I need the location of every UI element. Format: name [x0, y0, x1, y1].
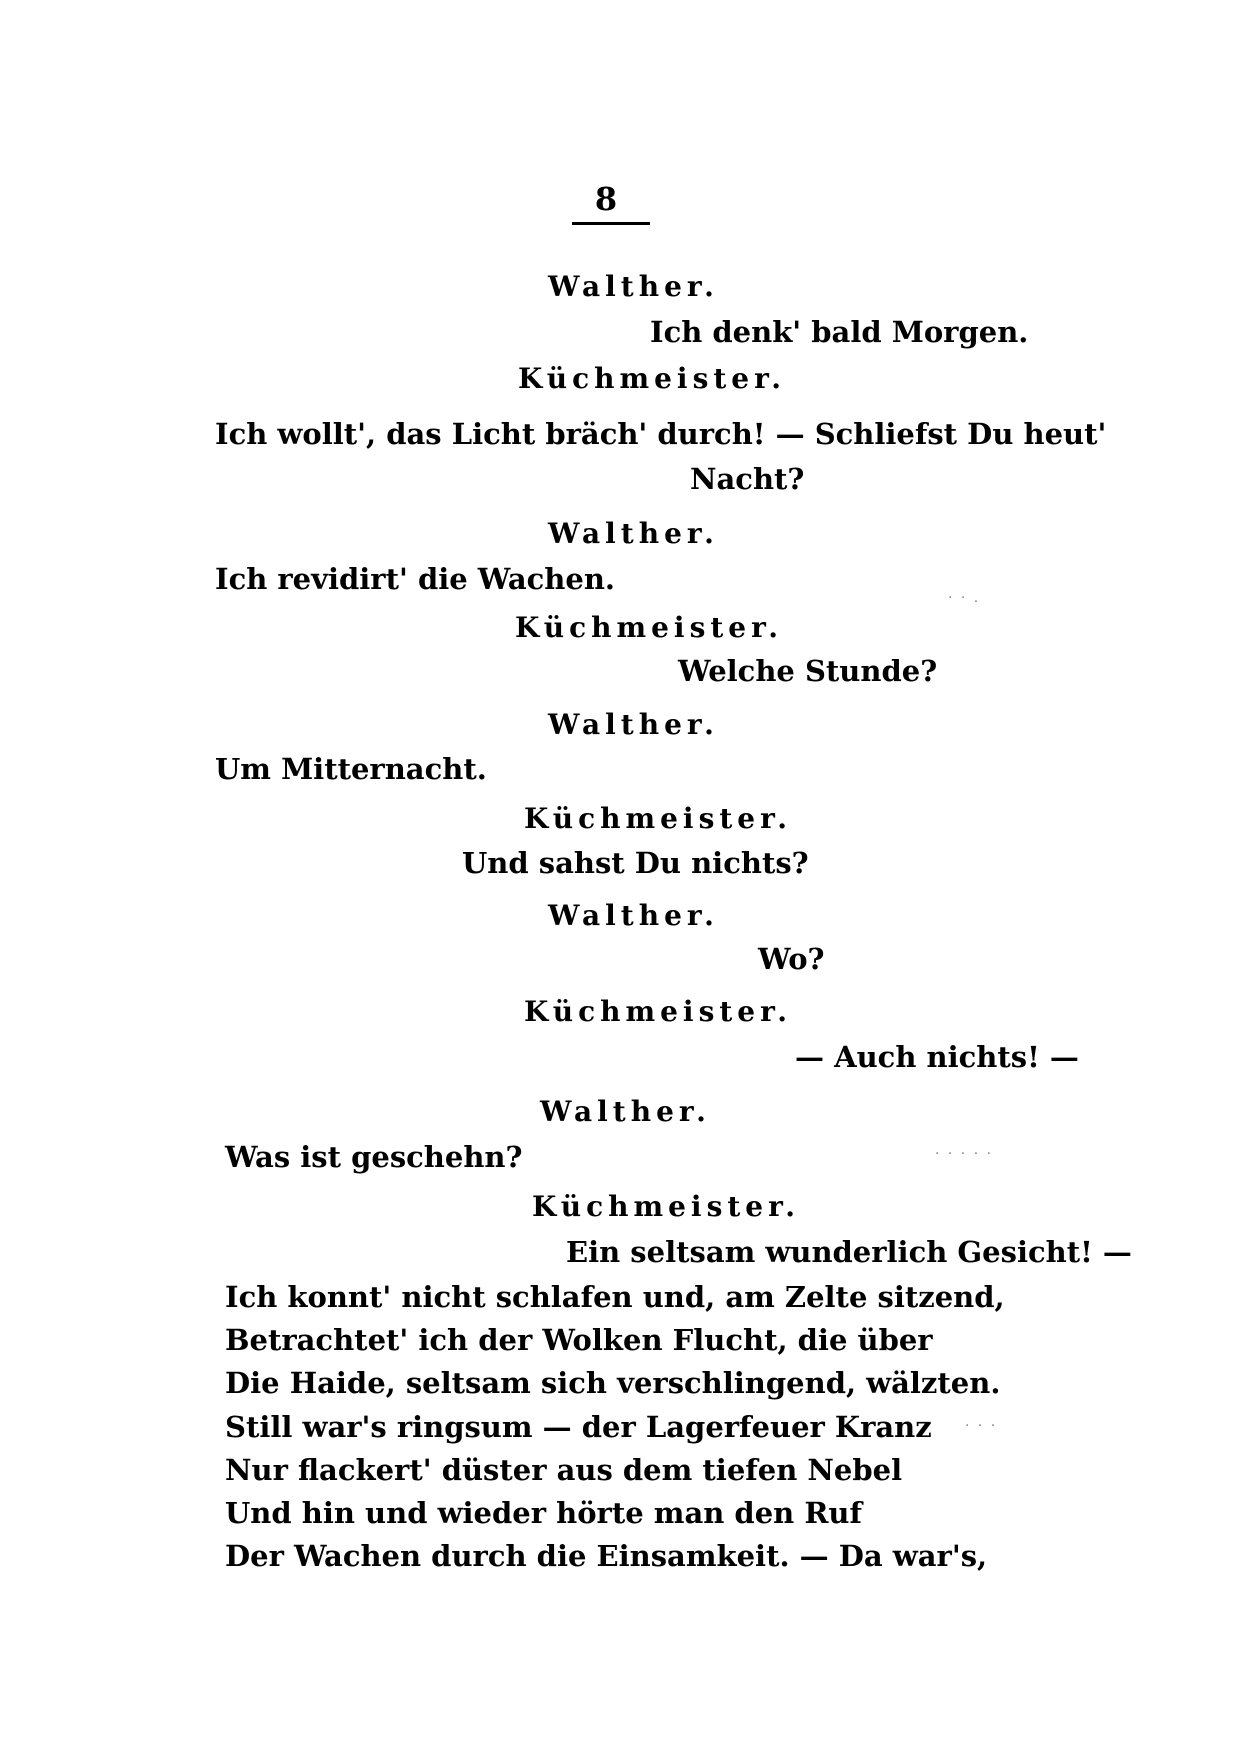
speaker-walther: Walther. [548, 899, 719, 932]
verse-line: Ich revidirt' die Wachen. [215, 562, 615, 596]
speaker-walther: Walther. [548, 517, 719, 550]
verse-line: Und hin und wieder hörte man den Ruf [225, 1496, 862, 1530]
verse-line: Still war's ringsum — der Lagerfeuer Kranz [225, 1410, 932, 1444]
verse-line: Ein seltsam wunderlich Gesicht! — [566, 1235, 1132, 1269]
speaker-walther: Walther. [548, 708, 719, 741]
speaker-kuechmeister: Küchmeister. [518, 362, 787, 395]
scan-noise: · · . [948, 590, 981, 606]
speaker-walther: Walther. [548, 270, 719, 303]
verse-line: Die Haide, seltsam sich verschlingend, wälzten. [225, 1366, 1001, 1400]
page-number-rule [572, 222, 650, 225]
verse-line: Ich wollt', das Licht bräch' durch! — Schliefst Du heut' [215, 417, 1107, 451]
speaker-walther: Walther. [540, 1095, 711, 1128]
page-number: 8 [594, 180, 618, 218]
verse-line: — Auch nichts! — [795, 1040, 1079, 1074]
verse-line: Was ist geschehn? [225, 1140, 523, 1174]
verse-line: Wo? [758, 942, 825, 976]
verse-line: Um Mitternacht. [215, 752, 487, 786]
verse-line: Nacht? [690, 462, 805, 496]
verse-line: Betrachtet' ich der Wolken Flucht, die über [225, 1323, 933, 1357]
speaker-kuechmeister: Küchmeister. [532, 1190, 801, 1223]
speaker-kuechmeister: Küchmeister. [524, 995, 793, 1028]
speaker-kuechmeister: Küchmeister. [515, 611, 784, 644]
verse-line: Ich konnt' nicht schlafen und, am Zelte sitzend, [225, 1280, 1005, 1314]
verse-line: Nur flackert' düster aus dem tiefen Nebel [225, 1453, 903, 1487]
verse-line: Und sahst Du nichts? [462, 846, 809, 880]
speaker-kuechmeister: Küchmeister. [524, 802, 793, 835]
scan-noise: · · · · · [935, 1146, 994, 1162]
verse-line: Welche Stunde? [678, 654, 938, 688]
verse-line: Ich denk' bald Morgen. [650, 315, 1029, 349]
scan-noise: · · · [965, 1418, 998, 1434]
verse-line: Der Wachen durch die Einsamkeit. — Da war's, [225, 1539, 988, 1573]
